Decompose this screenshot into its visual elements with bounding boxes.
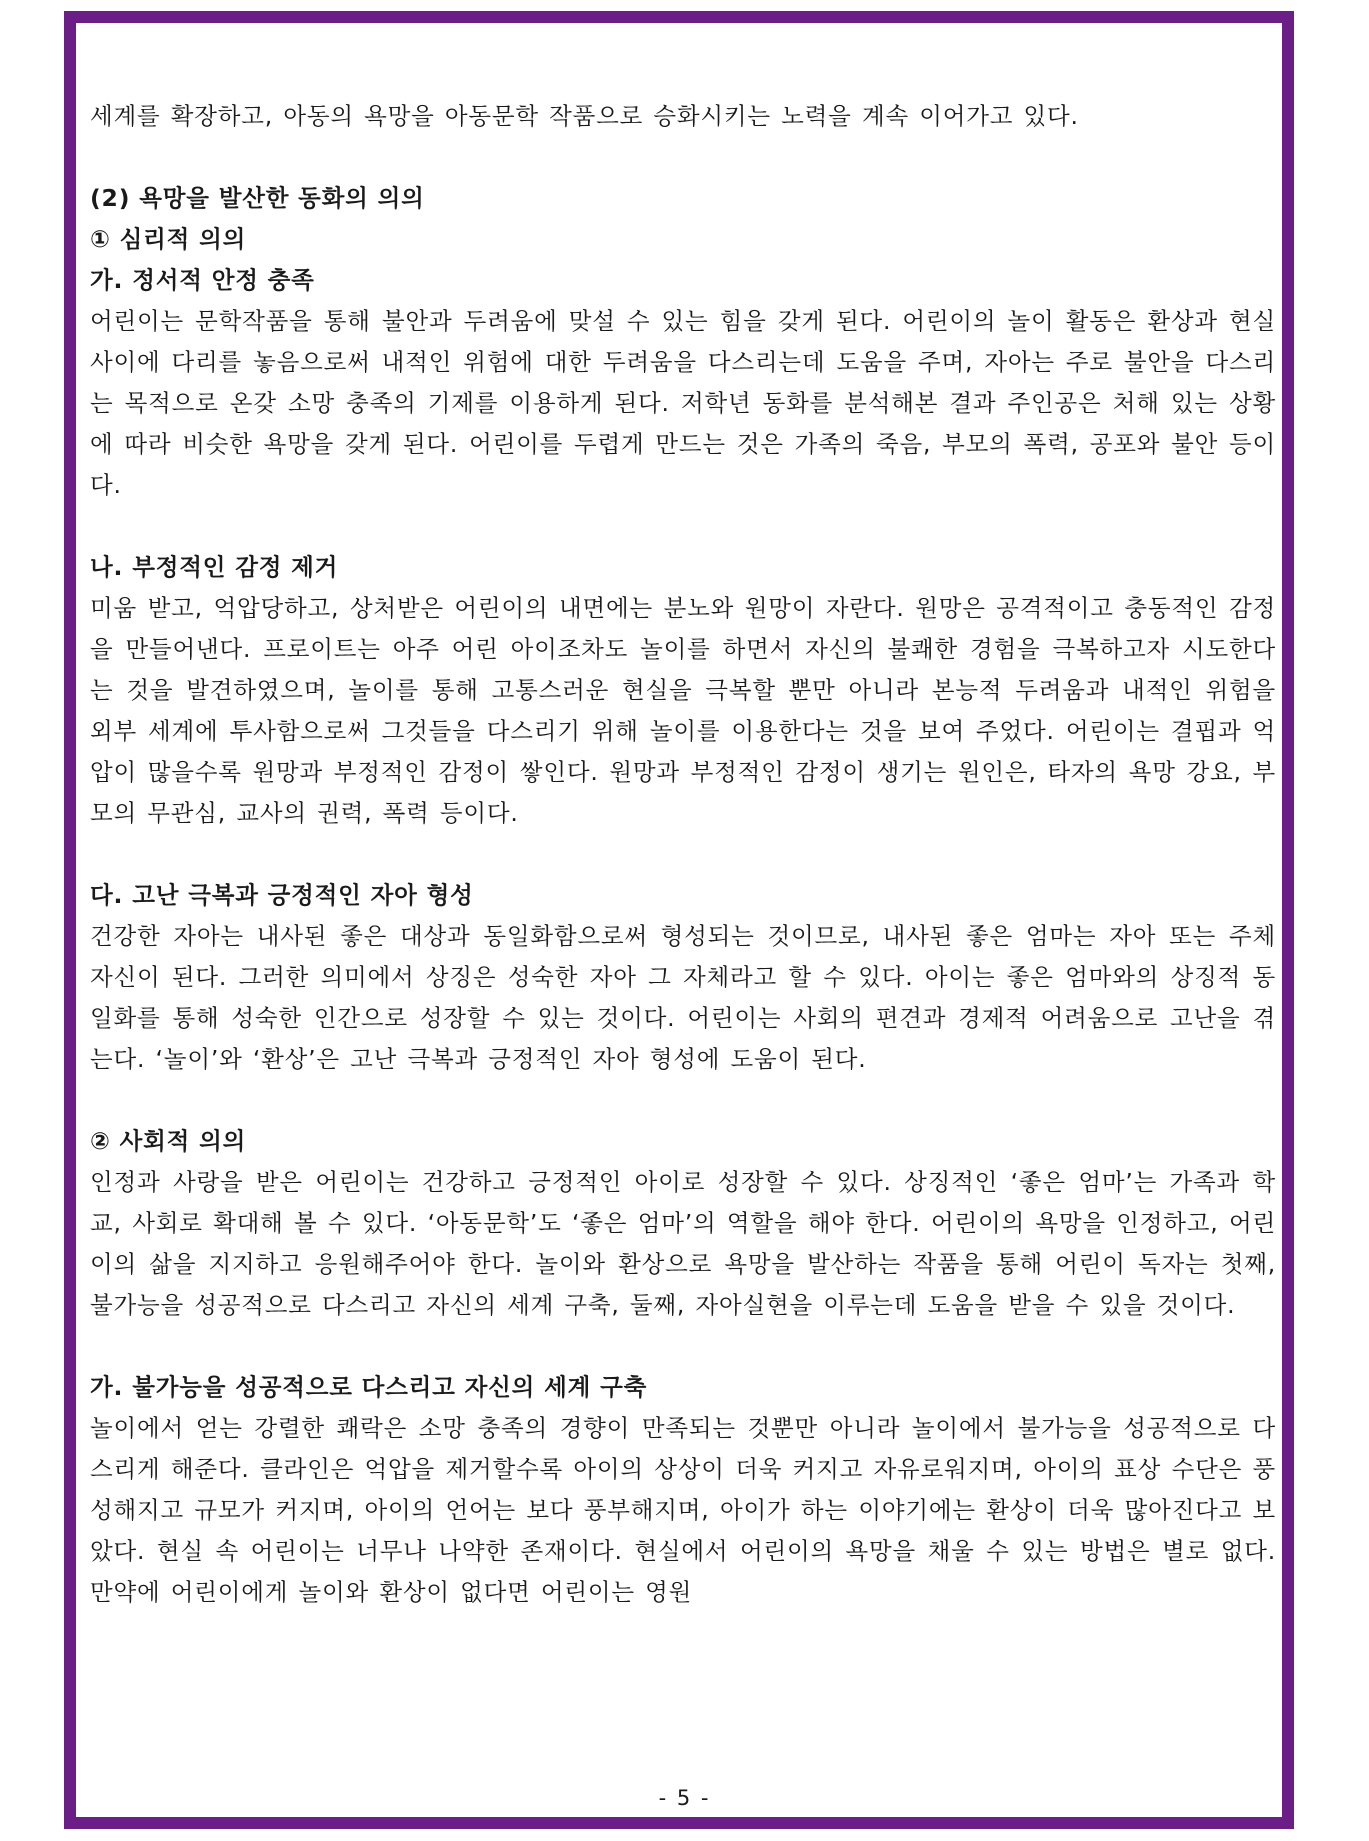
social-ga-heading: 가. 불가능을 성공적으로 다스리고 자신의 세계 구축 xyxy=(90,1373,648,1401)
page-number: - 5 - xyxy=(658,1786,711,1810)
spacer xyxy=(90,1080,1276,1121)
spacer xyxy=(90,1326,1276,1367)
social-ga-body: 놀이에서 얻는 강렬한 쾌락은 소망 충족의 경향이 만족되는 것뿐만 아니라 놀이에서 불가능을 성공적으로 다스리게 해준다. 클라인은 억압을 제거할수록 아이의 상상이 더욱 커지고 자유로워지며, 아이의 표상 수단은 풍성해지고 규모가 커지며, 아이의 언어는 보다 풍부해지며, 아이가 하는 이야기에는 환상이 더욱 많아진다고 보았다. 현실 속 어린이는 너무나 나약한 존재이다. 현실에서 어린이의 욕망을 채울 수 있는 방법은 별로 없다. 만약에 어린이에게 놀이와 환상이 없다면 어린이는 영원 xyxy=(90,1414,1276,1606)
psych-da-body: 건강한 자아는 내사된 좋은 대상과 동일화함으로써 형성되는 것이므로, 내사된 좋은 엄마는 자아 또는 주체 자신이 된다. 그러한 의미에서 상징은 성숙한 자아 그 자체라고 할 수 있다. 아이는 좋은 엄마와의 상징적 동일화를 통해 성숙한 인간으로 성장할 수 있는 것이다. 어린이는 사회의 편견과 경제적 어려움으로 고난을 겪는다. ‘놀이’와 ‘환상’은 고난 극복과 긍정적인 자아 형성에 도움이 된다. xyxy=(90,922,1276,1073)
spacer xyxy=(90,506,1276,547)
psych-heading: ① 심리적 의의 xyxy=(90,225,247,253)
spacer xyxy=(90,834,1276,875)
section-heading: (2) 욕망을 발산한 동화의 의의 xyxy=(90,184,425,212)
psych-na-body: 미움 받고, 억압당하고, 상처받은 어린이의 내면에는 분노와 원망이 자란다. 원망은 공격적이고 충동적인 감정을 만들어낸다. 프로이트는 아주 어린 아이조차도 놀이를 하면서 자신의 불쾌한 경험을 극복하고자 시도한다는 것을 발견하였으며, 놀이를 통해 고통스러운 현실을 극복할 뿐만 아니라 본능적 두려움과 내적인 위험을 외부 세계에 투사함으로써 그것들을 다스리기 위해 놀이를 이용한다는 것을 보여 주었다. 어린이는 결핍과 억압이 많을수록 원망과 부정적인 감정이 쌓인다. 원망과 부정적인 감정이 생기는 원인은, 타자의 욕망 강요, 부모의 무관심, 교사의 권력, 폭력 등이다. xyxy=(90,594,1276,827)
document-body xyxy=(90,96,1276,1613)
psych-da-heading: 다. 고난 극복과 긍정적인 자아 형성 xyxy=(90,881,474,909)
psych-ga-heading: 가. 정서적 안정 충족 xyxy=(90,266,315,294)
psych-na-heading: 나. 부정적인 감정 제거 xyxy=(90,553,339,581)
intro-paragraph: 세계를 확장하고, 아동의 욕망을 아동문학 작품으로 승화시키는 노력을 계속 이어가고 있다. xyxy=(90,102,1079,130)
psych-ga-body: 어린이는 문학작품을 통해 불안과 두려움에 맞설 수 있는 힘을 갖게 된다. 어린이의 놀이 활동은 환상과 현실 사이에 다리를 놓음으로써 내적인 위험에 대한 두려움을 다스리는데 도움을 주며, 자아는 주로 불안을 다스리는 목적으로 온갖 소망 충족의 기제를 이용하게 된다. 저학년 동화를 분석해본 결과 주인공은 처해 있는 상황에 따라 비슷한 욕망을 갖게 된다. 어린이를 두렵게 만드는 것은 가족의 죽음, 부모의 폭력, 공포와 불안 등이다. xyxy=(90,307,1276,499)
spacer xyxy=(90,137,1276,178)
social-body: 인정과 사랑을 받은 어린이는 건강하고 긍정적인 아이로 성장할 수 있다. 상징적인 ‘좋은 엄마’는 가족과 학교, 사회로 확대해 볼 수 있다. ‘아동문학’도 ‘좋은 엄마’의 역할을 해야 한다. 어린이의 욕망을 인정하고, 어린이의 삶을 지지하고 응원해주어야 한다. 놀이와 환상으로 욕망을 발산하는 작품을 통해 어린이 독자는 첫째, 불가능을 성공적으로 다스리고 자신의 세계 구축, 둘째, 자아실현을 이루는데 도움을 받을 수 있을 것이다. xyxy=(90,1168,1276,1319)
social-heading: ② 사회적 의의 xyxy=(90,1127,247,1155)
